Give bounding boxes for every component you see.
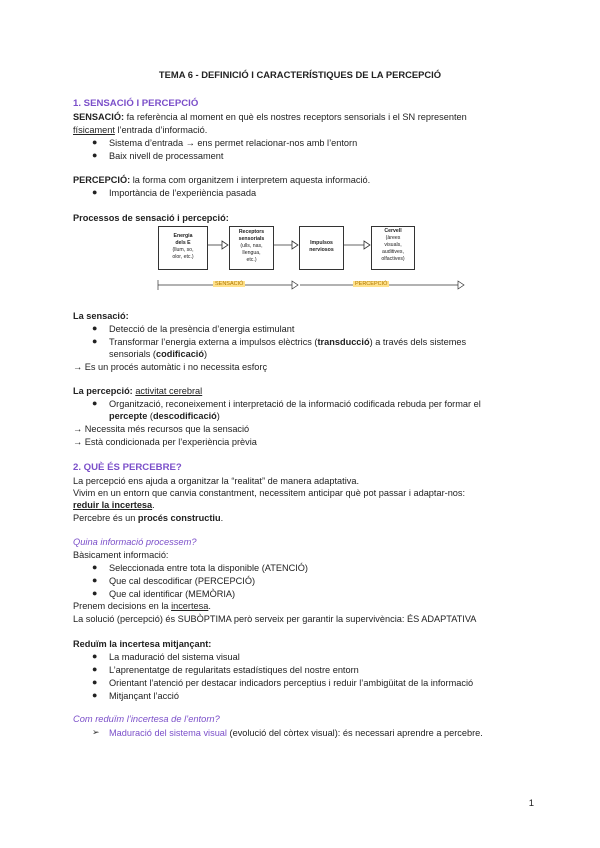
sensacio-bullet-2: Baix nivell de processament <box>109 151 224 161</box>
bullet-icon: ● <box>92 398 98 408</box>
section-2-heading: 2. QUÈ ÉS PERCEBRE? <box>73 462 182 473</box>
reduim-bullet-4: Mitjançant l’acció <box>109 691 179 701</box>
bullet-icon: ● <box>92 323 98 333</box>
section-1-heading: 1. SENSACIÓ I PERCEPCIÓ <box>73 98 199 109</box>
reduim-bullet-3: Orientant l’atenció per destacar indicadors perceptius i reduir l’ambigüitat de la informació <box>109 678 474 688</box>
la-sensacio-heading: La sensació: <box>73 311 129 321</box>
reduim-heading: Reduïm la incertesa mitjançant: <box>73 639 212 649</box>
question-1-bullet-1: Seleccionada entre tota la disponible (ATENCIÓ) <box>109 563 308 573</box>
arrow-bullet-icon: ➢ <box>92 727 100 737</box>
bullet-icon: ● <box>92 575 98 585</box>
la-percepcio-bullet-1: Organització, reconeixement i interpretació de la informació codificada rebuda per formar el <box>109 399 481 409</box>
la-sensacio-bullet-2: Transformar l’energia externa a impulsos elèctrics (transducció) a través dels sistemes <box>109 337 467 347</box>
question-1: Quina informació processem? <box>73 537 197 547</box>
s2-paragraph-4: Percebre és un procés constructiu. <box>73 513 224 523</box>
question-2: Com reduïm l’incertesa de l’entorn? <box>73 714 220 724</box>
sensacio-text-2: l’entrada d’informació. <box>114 125 208 135</box>
reduim-bullet-1: La maduració del sistema visual <box>109 652 240 662</box>
bullet-icon: ● <box>92 187 98 197</box>
la-percepcio-heading-line: La percepció: activitat cerebral <box>73 386 203 396</box>
question-2-bullet-1: Maduració del sistema visual (evolució del còrtex visual): és necessari aprendre a percebre. <box>109 728 483 738</box>
s2-paragraph-3: reduir la incertesa. <box>73 500 155 510</box>
diagram-box-impulses: Impulsos nerviosos <box>299 226 344 270</box>
question-1-intro: Bàsicament informació: <box>73 550 169 560</box>
bullet-icon: ● <box>92 137 98 147</box>
diagram-label-percepcio: PERCEPCIÓ <box>355 281 388 287</box>
bullet-icon: ● <box>92 562 98 572</box>
sensacio-text-1: fa referència al moment en què els nostres receptors sensorials i el SN representen <box>124 112 467 122</box>
diagram-box-brain: Cervell (àrees visuals, auditives, olfactives) <box>371 226 415 270</box>
percepcio-label: PERCEPCIÓ: <box>73 175 131 185</box>
la-sensacio-bullet-1: Detecció de la presència d’energia estimulant <box>109 324 295 334</box>
la-sensacio-bullet-2-line2: sensorials (codificació) <box>109 349 208 359</box>
reduim-bullet-2: L’aprenentatge de regularitats estadístiques del nostre entorn <box>109 665 359 675</box>
s2-paragraph-1: La percepció ens ajuda a organitzar la “realitat” de manera adaptativa. <box>73 476 360 486</box>
bullet-icon: ● <box>92 677 98 687</box>
bullet-icon: ● <box>92 651 98 661</box>
question-1-bullet-2: Que cal descodificar (PERCEPCIÓ) <box>109 576 256 586</box>
decisions-line: Prenem decisions en la incertesa. <box>73 601 211 611</box>
la-percepcio-note-2: → Està condicionada per l’experiència prèvia <box>73 437 257 447</box>
diagram-label-sensacio: SENSACIÓ <box>215 281 244 287</box>
sensacio-fisicament: físicament <box>73 125 115 135</box>
solucio-line: La solució (percepció) és SUBÒPTIMA però serveix per garantir la supervivència: ÉS ADAPTATIVA <box>73 614 477 624</box>
bullet-icon: ● <box>92 336 98 346</box>
bullet-icon: ● <box>92 150 98 160</box>
sensacio-bullet-1: Sistema d’entrada → ens permet relacionar-nos amb l’entorn <box>109 138 358 148</box>
processos-heading: Processos de sensació i percepció: <box>73 213 229 223</box>
diagram-box-energy: Energia dels E (llum, so, olor, etc.) <box>158 226 208 270</box>
page-number: 1 <box>528 798 534 809</box>
document-title: TEMA 6 - DEFINICIÓ I CARACTERÍSTIQUES DE LA PERCEPCIÓ <box>158 69 442 80</box>
diagram-box-receptors: Receptors sensorials (ulls, nas, llengua, etc.) <box>229 226 274 270</box>
s2-paragraph-2: Vivim en un entorn que canvia constantment, necessitem anticipar què pot passar i adaptar-nos: <box>73 488 466 498</box>
percepcio-bullet-1: Importància de l’experiència pasada <box>109 188 257 198</box>
la-percepcio-bullet-1-line2: percepte (descodificació) <box>109 411 220 421</box>
bullet-icon: ● <box>92 588 98 598</box>
sensacio-label: SENSACIÓ: <box>73 112 125 122</box>
bullet-icon: ● <box>92 664 98 674</box>
question-1-bullet-3: Que cal identificar (MEMÒRIA) <box>109 589 236 599</box>
la-percepcio-note-1: → Necessita més recursos que la sensació <box>73 424 250 434</box>
percepcio-text: la forma com organitzem i interpretem aquesta informació. <box>130 175 371 185</box>
bullet-icon: ● <box>92 690 98 700</box>
la-sensacio-note: → Es un procés automàtic i no necessita esforç <box>73 362 268 372</box>
